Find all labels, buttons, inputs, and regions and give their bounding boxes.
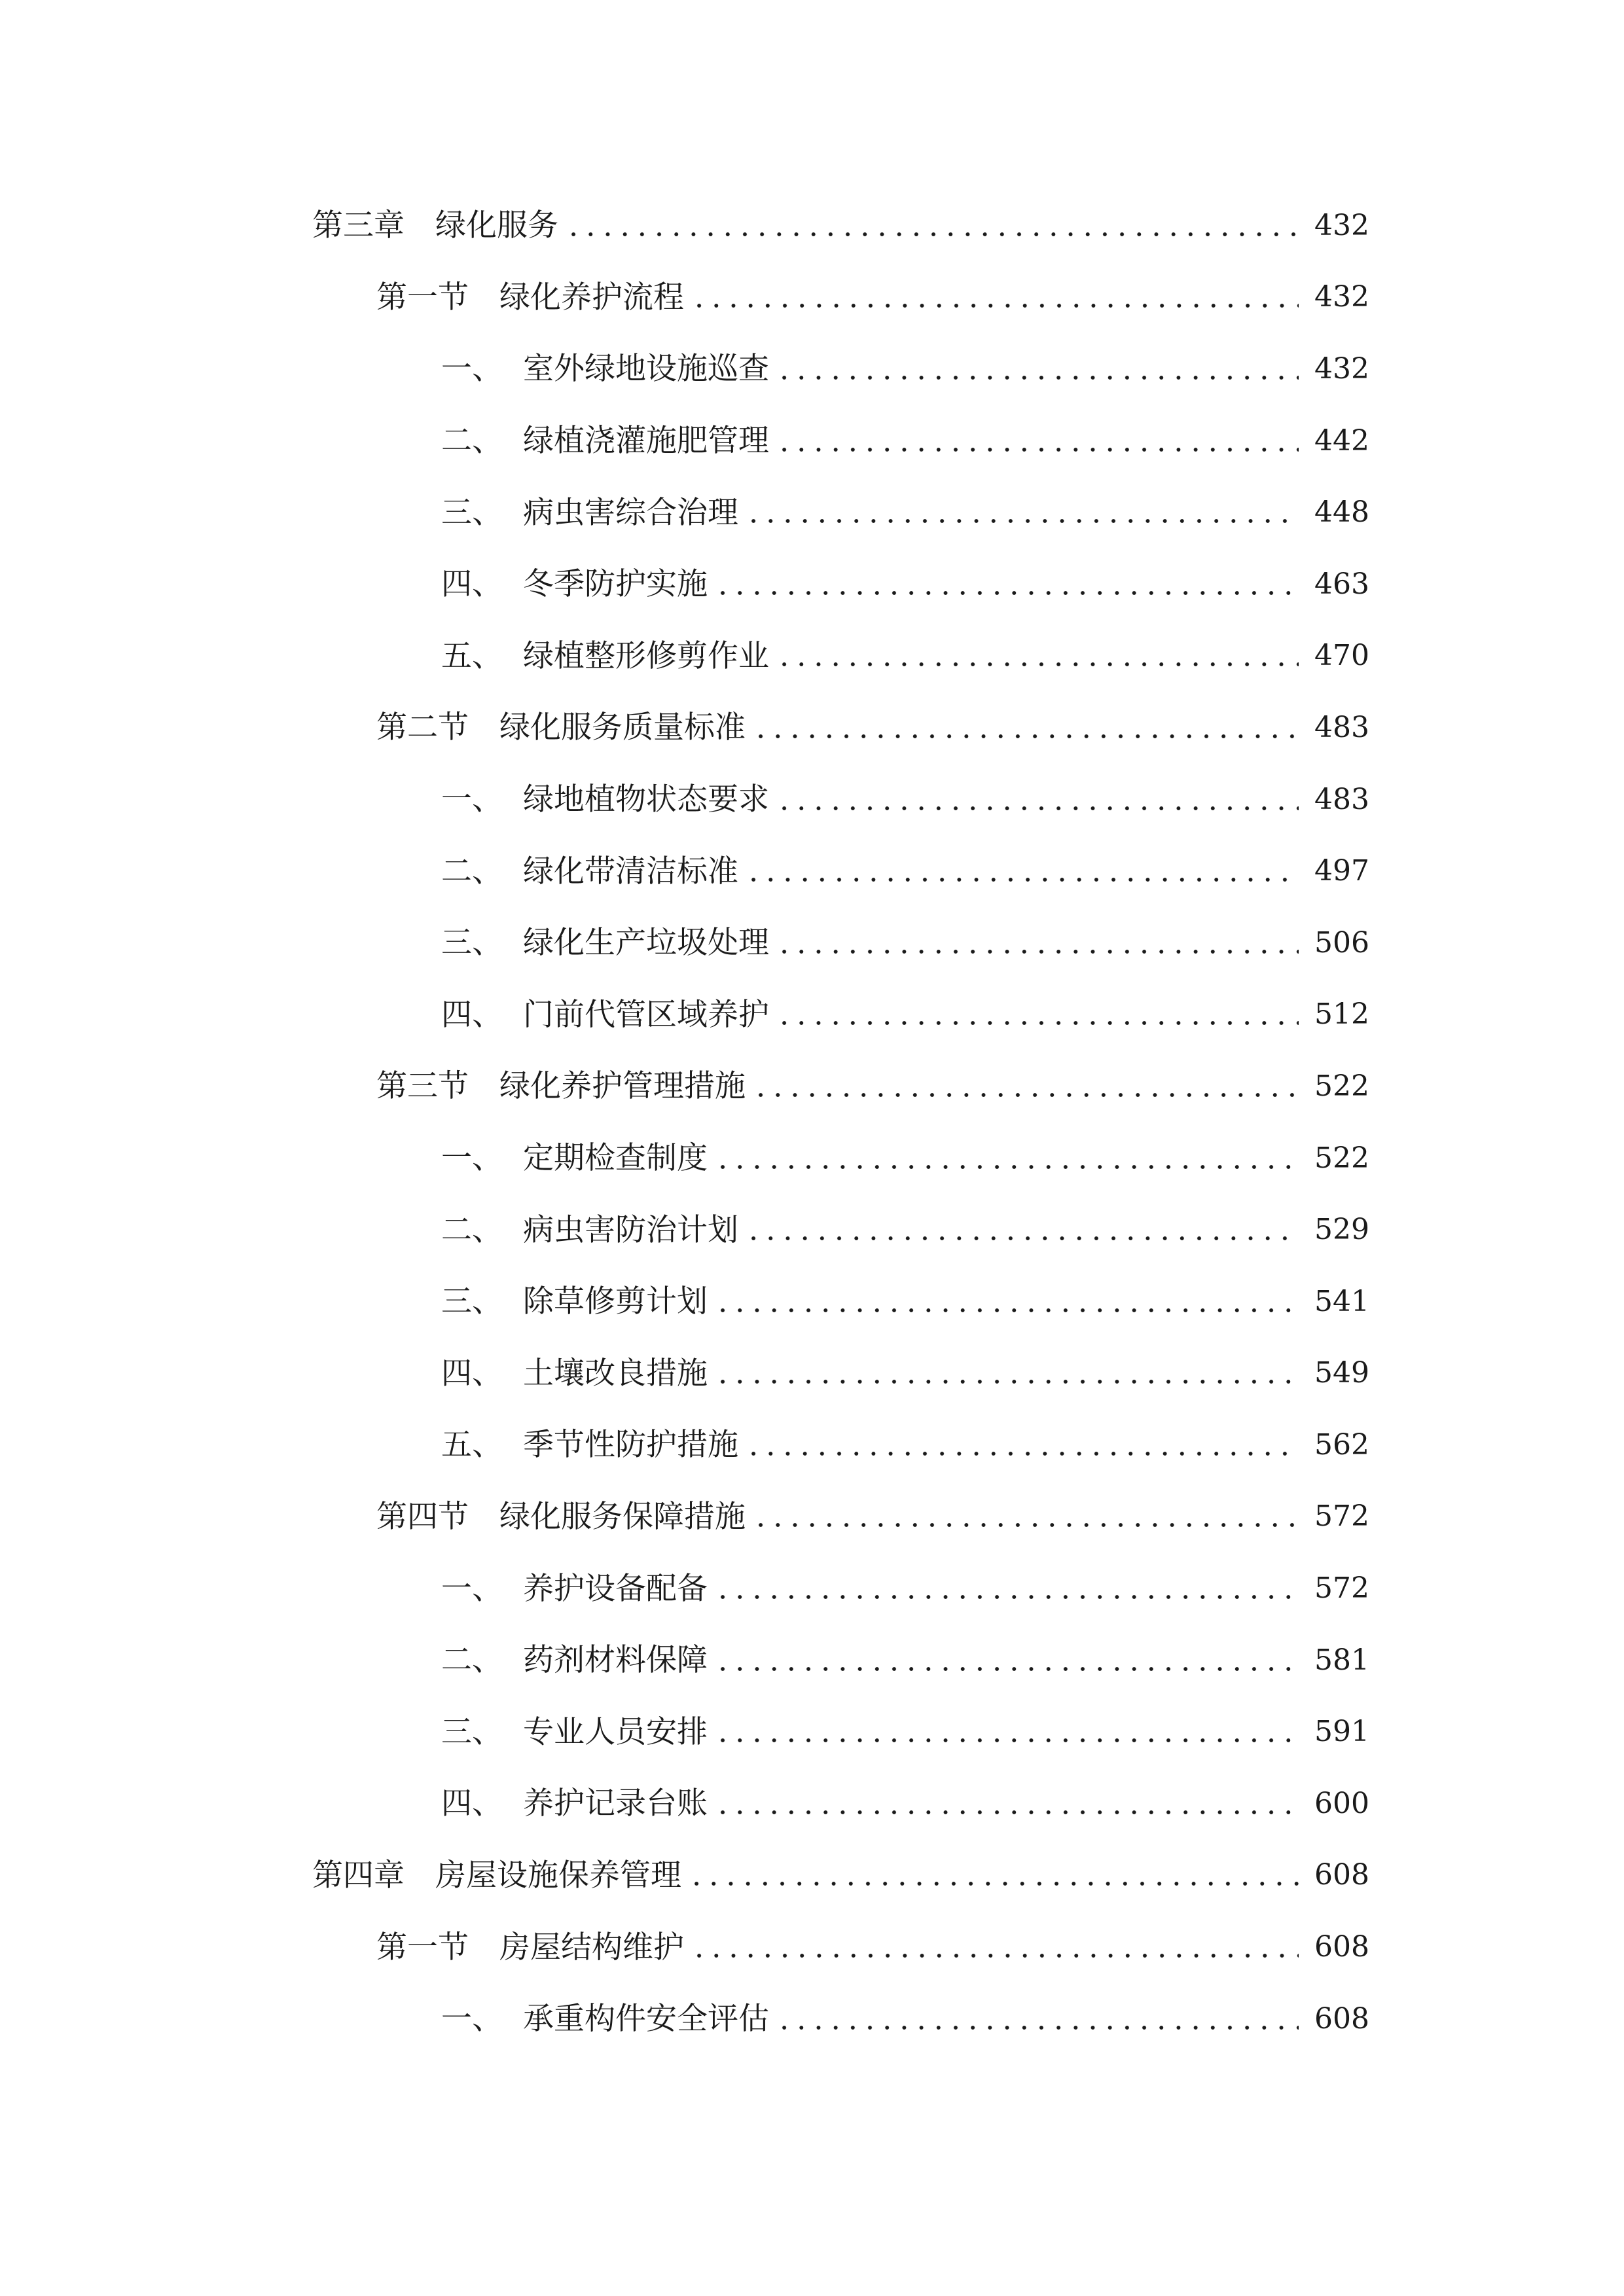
toc-entry-label: 二、 (441, 853, 503, 889)
toc-section-entry[interactable] (0, 262, 1624, 334)
toc-section-entry[interactable] (0, 1481, 1624, 1553)
toc-entry-page: 608 (1314, 2001, 1369, 2036)
toc-entry-label: 三、 (441, 1713, 503, 1750)
toc-entry-label: 二、 (441, 423, 503, 459)
dot-leader (691, 1954, 1299, 1958)
dot-leader (752, 734, 1299, 738)
toc-section-entry[interactable] (0, 1911, 1624, 1983)
toc-entry-label: 一、 (441, 351, 503, 387)
toc-subsection-entry[interactable] (0, 1552, 1624, 1624)
dot-leader (714, 1810, 1299, 1814)
toc-entry-label: 四、 (441, 1785, 503, 1822)
toc-entry-page: 512 (1314, 997, 1369, 1031)
dot-leader (752, 1093, 1299, 1097)
table-of-contents (0, 190, 1624, 2054)
toc-subsection-entry[interactable] (0, 907, 1624, 979)
toc-entry-page: 608 (1314, 1930, 1369, 1964)
toc-entry-title: 养护记录台账 (523, 1785, 708, 1822)
dot-leader (745, 878, 1299, 882)
toc-entry-label: 二、 (441, 1642, 503, 1679)
dot-leader (714, 1308, 1299, 1312)
dot-leader (776, 950, 1299, 954)
toc-entry-label: 三、 (441, 1283, 503, 1320)
toc-entry-page: 442 (1314, 423, 1369, 457)
dot-leader (714, 1380, 1299, 1384)
dot-leader (714, 1738, 1299, 1742)
toc-entry-page: 432 (1314, 351, 1369, 386)
toc-subsection-entry[interactable] (0, 333, 1624, 405)
toc-subsection-entry[interactable] (0, 476, 1624, 548)
toc-entry-title: 病虫害防治计划 (523, 1211, 738, 1248)
toc-entry-title: 土壤改良措施 (523, 1355, 708, 1391)
toc-entry-title: 绿化服务保障措施 (499, 1498, 746, 1535)
toc-entry-label: 第三节 (376, 1068, 469, 1105)
toc-entry-page: 432 (1314, 280, 1369, 314)
toc-entry-title: 绿地植物状态要求 (523, 781, 769, 818)
dot-leader (776, 662, 1299, 666)
toc-entry-label: 一、 (441, 1570, 503, 1607)
dot-leader (776, 806, 1299, 810)
toc-entry-page: 608 (1314, 1858, 1369, 1892)
toc-subsection-entry[interactable] (0, 764, 1624, 836)
toc-subsection-entry[interactable] (0, 979, 1624, 1051)
toc-entry-label: 第一节 (376, 1929, 469, 1965)
toc-entry-page: 463 (1314, 567, 1369, 601)
toc-entry-page: 470 (1314, 639, 1369, 673)
toc-entry-label: 第四章 (312, 1857, 405, 1893)
toc-entry-label: 四、 (441, 1355, 503, 1391)
toc-entry-label: 第二节 (376, 709, 469, 746)
toc-entry-label: 二、 (441, 1211, 503, 1248)
toc-entry-label: 一、 (441, 781, 503, 818)
dot-leader (752, 1523, 1299, 1527)
toc-entry-page: 581 (1314, 1643, 1369, 1677)
toc-entry-page: 572 (1314, 1571, 1369, 1605)
toc-entry-title: 药剂材料保障 (523, 1642, 708, 1679)
dot-leader (745, 519, 1299, 523)
toc-entry-label: 五、 (441, 1427, 503, 1463)
toc-entry-title: 绿植整形修剪作业 (523, 637, 769, 674)
toc-entry-page: 572 (1314, 1499, 1369, 1534)
dot-leader (714, 1595, 1299, 1599)
dot-leader (776, 1021, 1299, 1025)
toc-entry-page: 506 (1314, 925, 1369, 960)
dot-leader (745, 1452, 1299, 1456)
toc-entry-title: 房屋结构维护 (499, 1929, 684, 1965)
toc-subsection-entry[interactable] (0, 405, 1624, 477)
toc-entry-title: 门前代管区域养护 (523, 996, 769, 1033)
toc-entry-label: 四、 (441, 996, 503, 1033)
toc-subsection-entry[interactable] (0, 835, 1624, 907)
toc-entry-title: 除草修剪计划 (523, 1283, 708, 1320)
toc-entry-title: 养护设备配备 (523, 1570, 708, 1607)
toc-entry-title: 房屋设施保养管理 (435, 1857, 681, 1893)
toc-subsection-entry[interactable] (0, 1983, 1624, 2055)
toc-entry-title: 绿化带清洁标准 (523, 853, 738, 889)
toc-entry-label: 一、 (441, 1140, 503, 1177)
dot-leader (691, 304, 1299, 308)
toc-subsection-entry[interactable] (0, 548, 1624, 620)
toc-entry-label: 五、 (441, 637, 503, 674)
toc-entry-page: 522 (1314, 1141, 1369, 1175)
toc-entry-title: 病虫害综合治理 (523, 494, 738, 531)
toc-entry-title: 绿化服务 (435, 207, 558, 244)
dot-leader (776, 376, 1299, 380)
toc-entry-page: 497 (1314, 854, 1369, 888)
dot-leader (714, 591, 1299, 595)
toc-subsection-entry[interactable] (0, 1409, 1624, 1481)
toc-subsection-entry[interactable] (0, 1266, 1624, 1338)
toc-entry-title: 定期检查制度 (523, 1140, 708, 1177)
toc-entry-page: 522 (1314, 1069, 1369, 1103)
toc-entry-page: 448 (1314, 495, 1369, 529)
toc-subsection-entry[interactable] (0, 1768, 1624, 1840)
toc-section-entry[interactable] (0, 692, 1624, 764)
toc-subsection-entry[interactable] (0, 1122, 1624, 1194)
toc-entry-page: 600 (1314, 1786, 1369, 1820)
toc-entry-title: 绿化服务质量标准 (499, 709, 746, 746)
toc-chapter-entry[interactable] (0, 190, 1624, 262)
toc-subsection-entry[interactable] (0, 1338, 1624, 1410)
toc-subsection-entry[interactable] (0, 1624, 1624, 1696)
toc-entry-title: 绿化生产垃圾处理 (523, 925, 769, 961)
toc-entry-title: 冬季防护实施 (523, 566, 708, 603)
toc-entry-title: 绿化养护流程 (499, 279, 684, 315)
toc-entry-label: 三、 (441, 925, 503, 961)
toc-entry-page: 541 (1314, 1284, 1369, 1318)
toc-entry-label: 第四节 (376, 1498, 469, 1535)
toc-section-entry[interactable] (0, 1050, 1624, 1122)
toc-entry-label: 四、 (441, 566, 503, 603)
dot-leader (688, 1882, 1299, 1886)
toc-entry-title: 绿化养护管理措施 (499, 1068, 746, 1105)
dot-leader (745, 1236, 1299, 1240)
toc-entry-page: 432 (1314, 208, 1369, 242)
toc-entry-page: 591 (1314, 1715, 1369, 1749)
toc-subsection-entry[interactable] (0, 1696, 1624, 1768)
toc-entry-label: 第三章 (312, 207, 405, 244)
toc-entry-page: 529 (1314, 1213, 1369, 1247)
dot-leader (714, 1165, 1299, 1169)
dot-leader (776, 2026, 1299, 2030)
toc-entry-page: 483 (1314, 710, 1369, 744)
toc-entry-page: 562 (1314, 1427, 1369, 1462)
toc-entry-title: 绿植浇灌施肥管理 (523, 423, 769, 459)
dot-leader (776, 448, 1299, 452)
dot-leader (565, 232, 1299, 236)
toc-subsection-entry[interactable] (0, 1194, 1624, 1266)
toc-entry-label: 第一节 (376, 279, 469, 315)
toc-chapter-entry[interactable] (0, 1840, 1624, 1912)
toc-entry-title: 室外绿地设施巡查 (523, 351, 769, 387)
toc-subsection-entry[interactable] (0, 620, 1624, 692)
dot-leader (714, 1667, 1299, 1671)
toc-entry-page: 549 (1314, 1356, 1369, 1390)
toc-entry-title: 专业人员安排 (523, 1713, 708, 1750)
toc-entry-page: 483 (1314, 782, 1369, 816)
toc-entry-label: 三、 (441, 494, 503, 531)
toc-entry-title: 承重构件安全评估 (523, 2001, 769, 2037)
toc-entry-title: 季节性防护措施 (523, 1427, 738, 1463)
toc-entry-label: 一、 (441, 2001, 503, 2037)
